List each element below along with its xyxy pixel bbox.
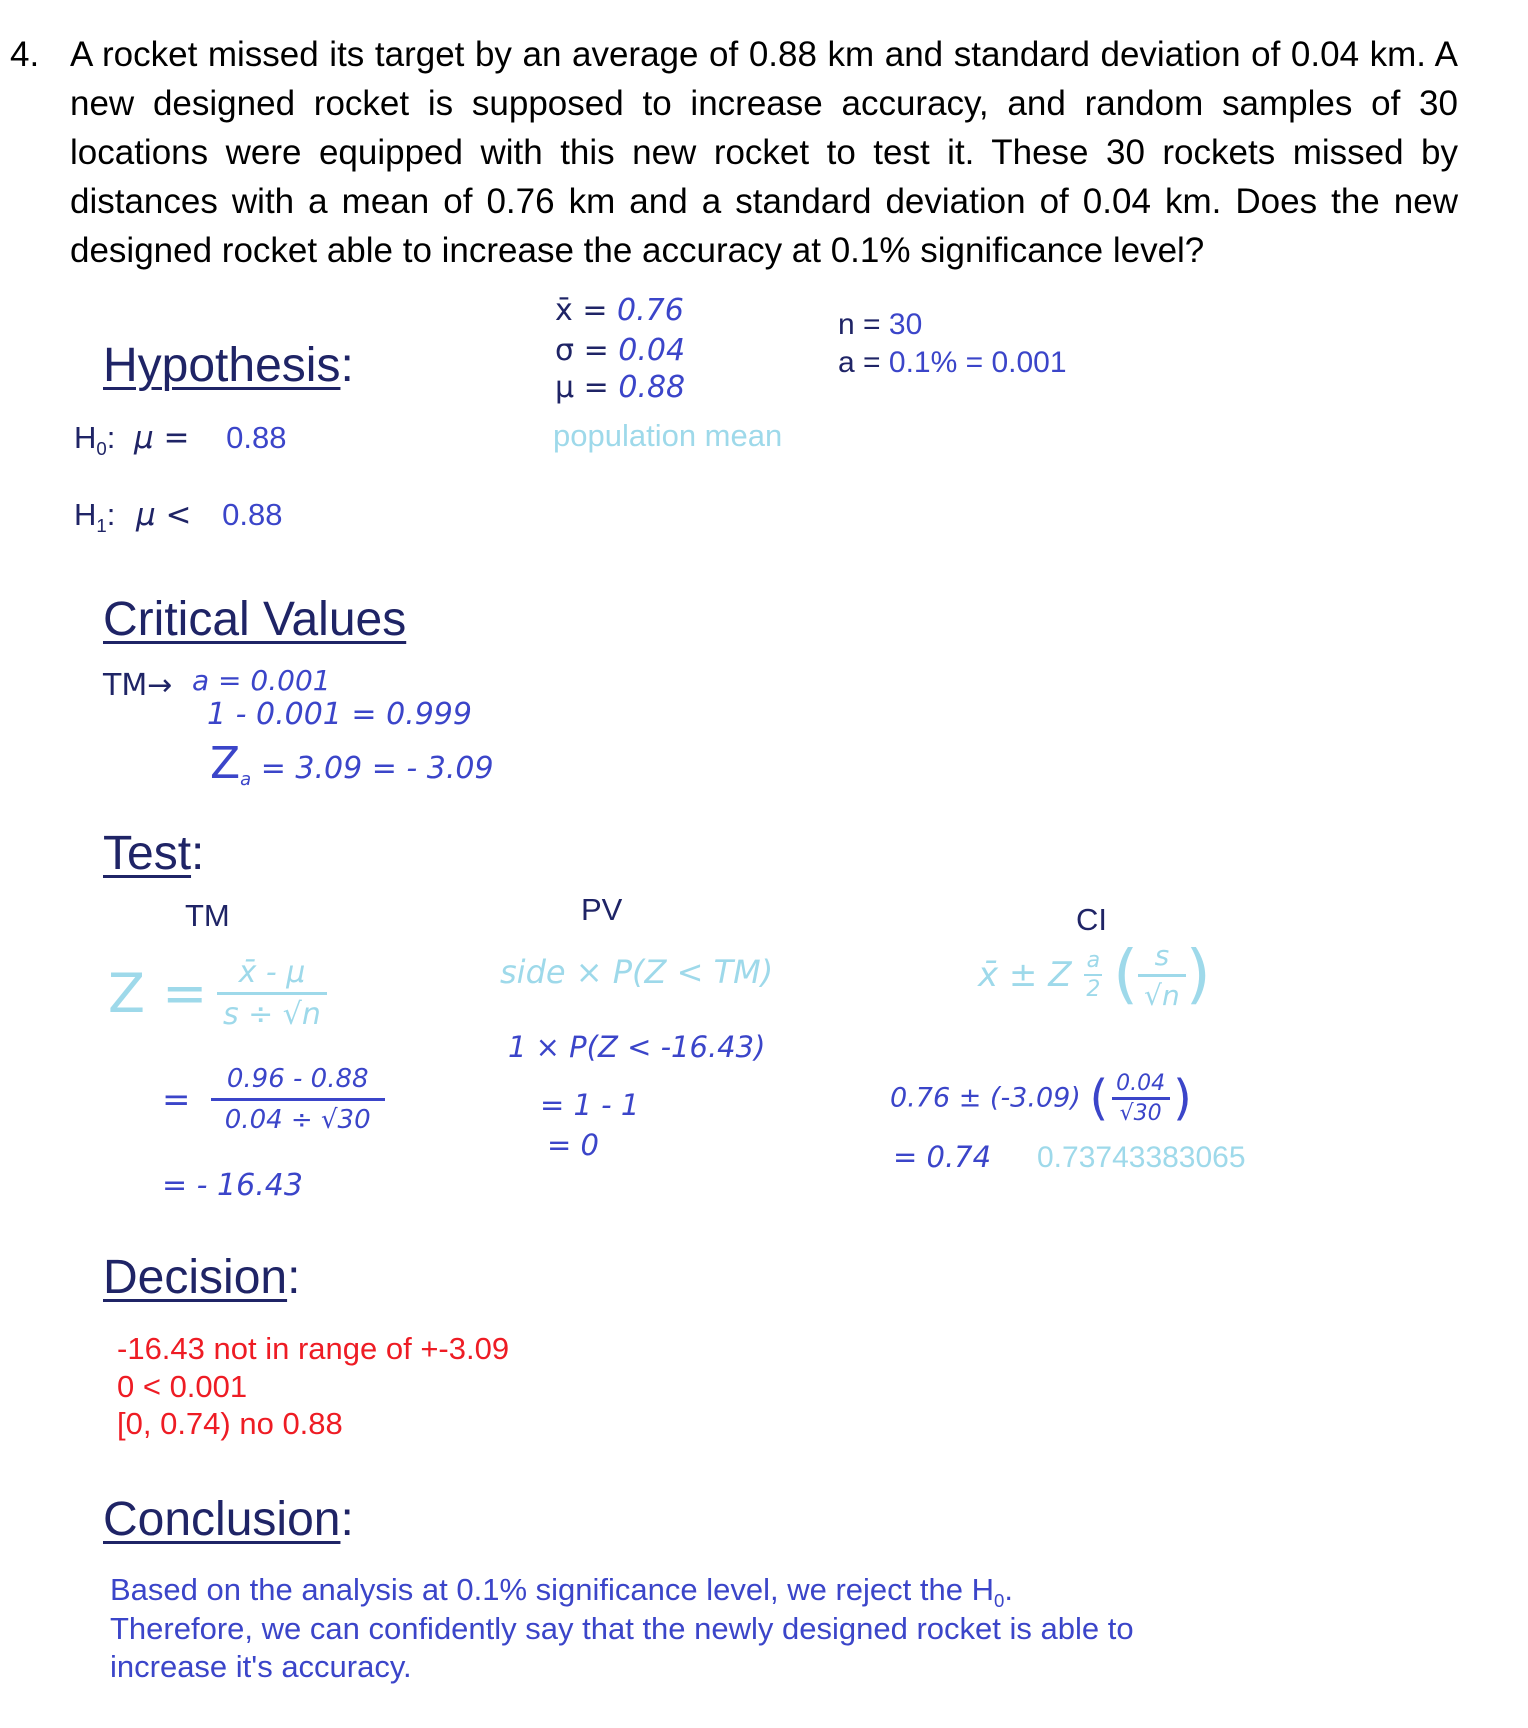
h1-symbol: μ <	[135, 497, 192, 533]
xbar-equals: =	[582, 293, 608, 328]
pv-column-heading: PV	[581, 892, 623, 927]
h0-symbol: μ =	[133, 420, 190, 456]
ci-formula-fraction	[1138, 939, 1186, 1012]
h0-label: H	[74, 420, 97, 455]
conclusion-heading	[103, 1492, 354, 1547]
pv-step: = 1 - 1	[540, 1088, 640, 1122]
given-mu	[555, 370, 685, 405]
tm-substitution	[162, 1064, 385, 1135]
xbar-symbol: x̄	[555, 293, 573, 328]
given-alpha	[838, 346, 1067, 380]
conclusion-line-2: Therefore, we can confidently say that the newly designed rocket is able to	[110, 1611, 1134, 1646]
alpha-label: a =	[838, 346, 881, 379]
question-text: A rocket missed its target by an average of 0.88 km and standard deviation of 0.04 km. A new designed rocket is supposed to increase accuracy, and random samples of 30 locations were equipped with this new rocket to test it. These 30 rockets missed by distances with a mean of 0.76 km and a standard deviation of 0.04 km. Does the new designed rocket able to increase the accuracy at 0.1% significance level?	[70, 35, 1458, 270]
decision-heading-colon: :	[287, 1251, 301, 1304]
h1-label: H	[74, 497, 97, 532]
pv-formula: side × P(Z < TM)	[500, 953, 774, 991]
n-value: 30	[888, 308, 923, 341]
critical-complement-line: 1 - 0.001 = 0.999	[207, 697, 472, 732]
pv-substitution: 1 × P(Z < -16.43)	[508, 1030, 766, 1064]
critical-z-value: = 3.09 = - 3.09	[260, 751, 494, 786]
tm-formula-fraction	[217, 955, 327, 1032]
ci-substitution-open-paren: (	[1089, 1070, 1109, 1126]
given-sigma	[555, 333, 685, 368]
critical-alpha-line: a = 0.001	[192, 664, 331, 697]
null-hypothesis	[74, 420, 287, 460]
mu-symbol: μ	[555, 370, 575, 405]
alternative-hypothesis	[74, 497, 283, 537]
mu-value: 0.88	[618, 370, 686, 405]
conclusion-line-1-period: .	[1004, 1572, 1013, 1607]
conclusion-heading-text: Conclusion	[103, 1493, 341, 1546]
hypothesis-heading	[103, 338, 354, 393]
h1-subscript: 1	[96, 515, 107, 537]
ci-substitution-numerator: 0.04	[1116, 1070, 1166, 1096]
ci-alpha-denominator: 2	[1084, 974, 1102, 1002]
critical-z-line	[210, 738, 494, 790]
critical-tm-label: TM→	[103, 668, 173, 703]
ci-formula-denominator: √n	[1138, 974, 1186, 1012]
h0-subscript: 0	[96, 438, 107, 460]
n-label: n =	[838, 308, 881, 341]
pv-result: = 0	[547, 1128, 599, 1162]
test-heading	[103, 826, 204, 881]
ci-substitution-denominator: √30	[1112, 1097, 1170, 1126]
decision-ci: [0, 0.74) no 0.88	[117, 1406, 343, 1441]
conclusion-line-3: increase it's accuracy.	[110, 1649, 412, 1684]
ci-column-heading: CI	[1076, 902, 1107, 937]
critical-values-heading	[103, 592, 406, 647]
ci-formula-open-paren: (	[1113, 938, 1139, 1012]
tm-result: = - 16.43	[162, 1168, 303, 1203]
h0-value: 0.88	[226, 420, 287, 455]
ci-substitution-lhs: 0.76 ± (-3.09)	[890, 1082, 1081, 1114]
ci-substitution-fraction	[1108, 1071, 1173, 1126]
test-heading-text: Test	[103, 827, 192, 880]
decision-heading	[103, 1250, 300, 1305]
tm-formula-lhs: Z =	[108, 962, 208, 1025]
ci-result-exact: 0.73743383065	[1037, 1141, 1246, 1174]
critical-values-heading-text: Critical Values	[103, 593, 407, 646]
critical-z-subscript: a	[240, 769, 252, 790]
tm-formula-denominator: s ÷ √n	[217, 992, 327, 1032]
ci-result: = 0.74	[893, 1140, 992, 1174]
ci-formula-alpha-half	[1084, 948, 1102, 1002]
sigma-symbol: σ	[555, 333, 575, 368]
hypothesis-heading-colon: :	[340, 339, 354, 392]
h0-colon: :	[106, 420, 116, 455]
h1-colon: :	[106, 497, 116, 532]
tm-substitution-fraction	[211, 1064, 385, 1135]
population-mean-note: population mean	[553, 418, 783, 453]
ci-substitution	[890, 1070, 1192, 1126]
conclusion-h0-subscript: 0	[993, 1590, 1005, 1612]
tm-formula	[108, 955, 327, 1032]
critical-z-symbol: Z	[210, 738, 241, 789]
conclusion-heading-colon: :	[340, 1493, 354, 1546]
ci-alpha-numerator: a	[1086, 948, 1101, 973]
test-heading-colon: :	[191, 827, 205, 880]
tm-substitution-numerator: 0.96 - 0.88	[226, 1064, 369, 1094]
mu-equals: =	[583, 370, 609, 405]
ci-formula	[978, 938, 1211, 1012]
hypothesis-heading-text: Hypothesis	[103, 339, 341, 392]
given-xbar	[555, 293, 684, 328]
given-n	[838, 308, 922, 342]
ci-formula-lhs: x̄ ± Z	[978, 955, 1072, 995]
h1-value: 0.88	[222, 497, 283, 532]
question-number: 4.	[10, 35, 40, 74]
sigma-value: 0.04	[618, 333, 686, 368]
ci-formula-close-paren: )	[1185, 938, 1211, 1012]
decision-tm: -16.43 not in range of +-3.09	[117, 1331, 510, 1366]
alpha-value: 0.1% = 0.001	[888, 346, 1067, 379]
tm-column-heading: TM	[185, 898, 230, 933]
decision-pv: 0 < 0.001	[117, 1369, 248, 1404]
ci-substitution-close-paren: )	[1173, 1070, 1192, 1126]
conclusion-line-1-text: Based on the analysis at 0.1% significance level, we reject the H	[110, 1572, 994, 1607]
sigma-equals: =	[583, 333, 609, 368]
xbar-value: 0.76	[617, 293, 684, 328]
tm-substitution-denominator: 0.04 ÷ √30	[211, 1098, 385, 1135]
ci-formula-numerator: s	[1154, 938, 1170, 972]
tm-formula-numerator: x̄ - μ	[238, 955, 306, 990]
tm-substitution-equals: =	[162, 1079, 191, 1120]
decision-heading-text: Decision	[103, 1251, 288, 1304]
